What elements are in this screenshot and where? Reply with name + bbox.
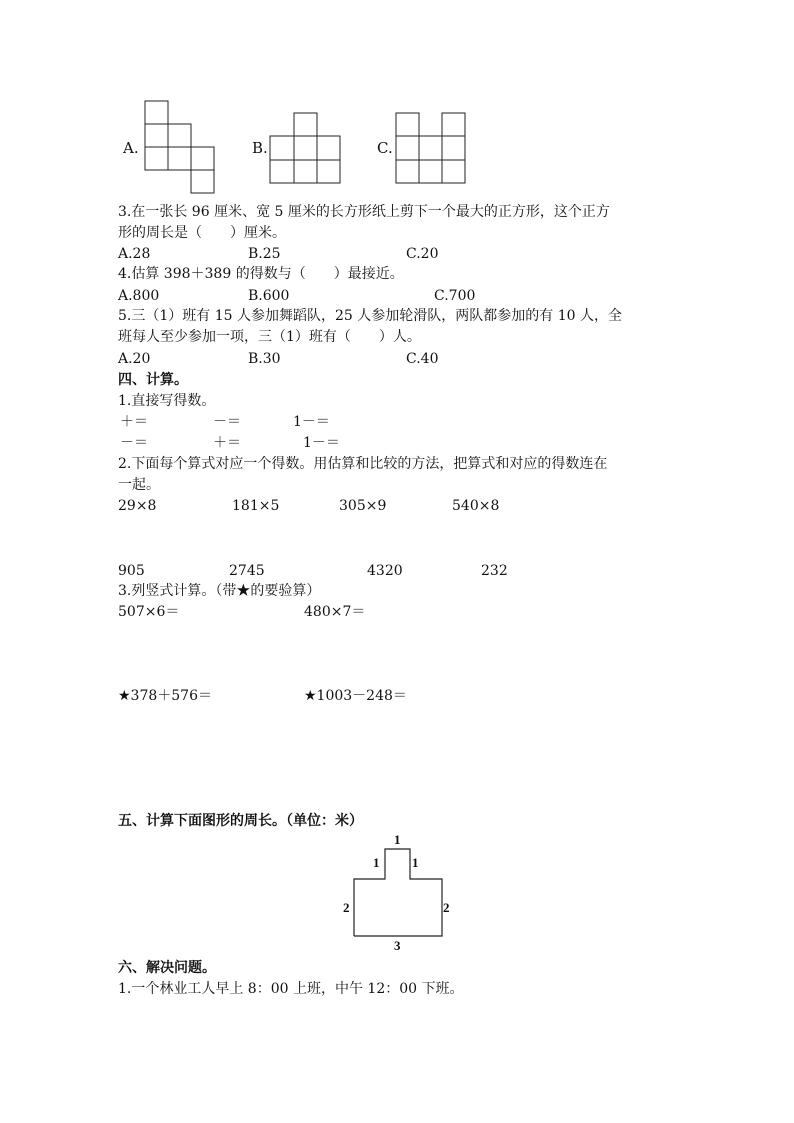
net-c-square: [396, 113, 419, 136]
net-b-square: [294, 136, 317, 160]
section4-sub1: 1.直接写得数。: [118, 393, 216, 409]
match-result: 4320: [367, 563, 403, 579]
net-a-square: [191, 147, 214, 170]
net-c-square: [419, 160, 442, 183]
net-b-square: [317, 160, 340, 183]
side-left-label: 2: [343, 900, 350, 915]
q4-option-c: C.700: [434, 288, 476, 304]
net-c-square: [396, 160, 419, 183]
net-a-square: [145, 147, 168, 170]
q5-line1: 5.三（1）班有 15 人参加舞蹈队，25 人参加轮滑队，两队都参加的有 10 人，全: [118, 308, 622, 324]
net-c-square: [442, 113, 465, 136]
net-b-square: [270, 136, 294, 160]
match-result: 2745: [229, 563, 265, 579]
oral-calc-r1c1: ＋＝: [120, 414, 148, 430]
q4-option-b: B.600: [248, 288, 290, 304]
oral-calc-r2c1: －＝: [120, 435, 148, 451]
net-b-square: [270, 160, 294, 183]
q3-line2: 形的周长是（ ）厘米。: [118, 225, 286, 241]
section6-title: 六、解决问题。: [118, 960, 216, 976]
side-right-label: 2: [443, 900, 450, 915]
net-a-square: [191, 170, 214, 193]
net-a-square: [145, 101, 168, 124]
side-right-small-label: 1: [412, 855, 419, 870]
net-b-square: [294, 113, 317, 136]
match-expression: 29×8: [118, 498, 157, 514]
net-c-square: [442, 136, 465, 160]
net-b-label: B.: [252, 139, 268, 157]
q3-option-c: C.20: [406, 246, 439, 262]
oral-calc-r1c2: －＝: [213, 414, 241, 430]
net-c-square: [419, 136, 442, 160]
net-c-square: [396, 136, 419, 160]
match-result: 905: [118, 563, 145, 579]
section4-sub2-line2: 一起。: [118, 477, 160, 493]
oral-calc-r1c3: 1－＝: [293, 414, 330, 430]
net-a-label: A.: [123, 139, 139, 157]
net-c-square: [442, 160, 465, 183]
q3-line1: 3.在一张长 96 厘米、宽 5 厘米的长方形纸上剪下一个最大的正方形，这个正方: [118, 204, 610, 220]
vertical-calc-3: ★378＋576＝: [118, 688, 212, 704]
section5-title: 五、计算下面图形的周长。（单位：米）: [118, 813, 363, 829]
net-a-square: [145, 124, 168, 147]
oral-calc-r2c2: ＋＝: [213, 435, 241, 451]
q5-option-a: A.20: [118, 351, 151, 367]
q4-option-a: A.800: [118, 288, 160, 304]
q5-line2: 班每人至少参加一项，三（1）班有（ ）人。: [118, 329, 421, 345]
side-top-label: 1: [394, 832, 401, 847]
vertical-calc-2: 480×7＝: [304, 604, 366, 620]
q3-option-b: B.25: [248, 246, 281, 262]
q4-line1: 4.估算 398＋389 的得数与（ ）最接近。: [118, 266, 404, 282]
match-expression: 540×8: [452, 498, 500, 514]
match-result: 232: [481, 563, 508, 579]
section4-sub2-line1: 2.下面每个算式对应一个得数。用估算和比较的方法，把算式和对应的得数连在: [118, 456, 608, 472]
match-expression: 181×5: [232, 498, 280, 514]
net-a-square: [168, 124, 191, 147]
net-c-label: C.: [377, 139, 393, 157]
net-b-square: [317, 136, 340, 160]
match-expression: 305×9: [339, 498, 387, 514]
vertical-calc-1: 507×6＝: [118, 604, 180, 620]
perimeter-shape: [354, 849, 442, 936]
net-a-square: [168, 147, 191, 170]
vertical-calc-4: ★1003－248＝: [304, 688, 407, 704]
side-left-small-label: 1: [373, 855, 380, 870]
oral-calc-r2c3: 1－＝: [303, 435, 340, 451]
q3-option-a: A.28: [118, 246, 151, 262]
section4-title: 四、计算。: [118, 372, 188, 388]
section4-sub3: 3.列竖式计算。（带★的要验算）: [118, 583, 321, 599]
net-b-square: [294, 160, 317, 183]
section6-q1: 1.一个林业工人早上 8：00 上班，中午 12：00 下班。: [118, 981, 464, 997]
side-bottom-label: 3: [394, 938, 401, 953]
q5-option-c: C.40: [406, 351, 439, 367]
q5-option-b: B.30: [248, 351, 281, 367]
cube-nets-figure: [0, 0, 794, 200]
